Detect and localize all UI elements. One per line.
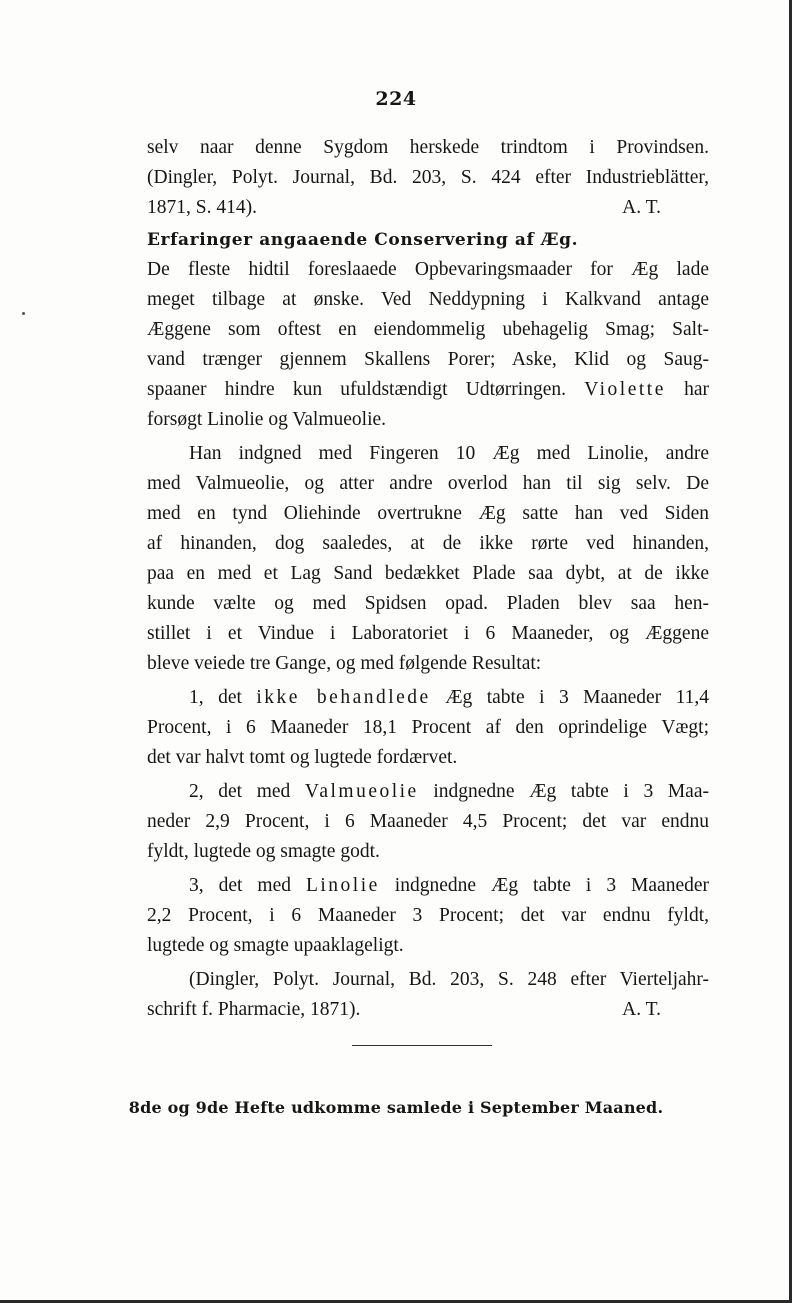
emphasis: Valmueolie [304,781,419,802]
text-line: meget tilbage at ønske. Ved Neddypning i Kalkvand antage [147,289,709,310]
paragraph-2-cont [147,469,709,679]
article-heading: Erfaringer angaaende Conservering af Æg. [147,230,579,250]
emphasis: ikke behandlede [256,687,431,708]
text-line: af hinanden, dog saaledes, at de ikke rørte ved hinanden, [147,533,709,554]
text-line: fyldt, lugtede og smagte godt. [147,841,380,862]
text-line: Procent, i 6 Maaneder 18,1 Procent af den oprindelige Vægt; [147,717,709,738]
text-line: lugtede og smagte upaaklageligt. [147,935,404,956]
paper-speck [22,312,25,315]
text-line [147,995,709,1025]
text-line: De fleste hidtil foreslaaede Opbevaringsmaader for Æg lade [147,259,709,280]
text-line [147,871,709,901]
text-line: 2,2 Procent, i 6 Maaneder 3 Procent; det var endnu fyldt, [147,905,709,926]
text-line: neder 2,9 Procent, i 6 Maaneder 4,5 Procent; det var endnu [147,811,709,832]
result-3 [147,871,709,961]
text-fragment: indgnedne Æg tabte i 3 Maa- [433,781,709,802]
intro-paragraph [147,133,709,223]
text-fragment: spaaner hindre kun ufuldstændigt Udtørringen. [147,379,566,400]
footer-note: 8de og 9de Hefte udkomme samlede i September Maaned. [128,1098,664,1117]
text-fragment: 2, det med [189,781,291,802]
text-line: stillet i et Vindue i Laboratoriet i 6 Maaneder, og Æggene [147,623,709,644]
text-line [147,683,709,713]
text-line: paa en med et Lag Sand bedækket Plade saa dybt, at de ikke [147,563,709,584]
separator-rule [352,1045,492,1046]
text-fragment: har [684,379,710,400]
text-line: (Dingler, Polyt. Journal, Bd. 203, S. 424 efter Industrieblätter, [147,167,709,188]
text-line: vand trænger gjennem Skallens Porer; Aske, Klid og Saug- [147,349,709,370]
text-line: forsøgt Linolie og Valmueolie. [147,409,387,430]
text-fragment: 3, det med [189,875,291,896]
text-fragment: Æg tabte i 3 Maaneder 11,4 [445,687,710,708]
body-text [147,133,709,1025]
result-1 [147,683,709,773]
reference-text: schrift f. Pharmacie, 1871). [147,999,361,1020]
text-line: Æggene som oftest en eiendommelig ubehagelig Smag; Salt- [147,319,709,340]
text-line: med Valmueolie, og atter andre overlod han til sig selv. De [147,473,709,494]
text-fragment: 1, det [189,687,242,708]
result-2 [147,777,709,867]
text-line: Han indgned med Fingeren 10 Æg med Linolie, andre [189,443,709,464]
signature: A. T. [622,999,661,1020]
paragraph-2 [147,439,709,469]
text-line [147,193,709,223]
signature: A. T. [622,197,661,218]
reference-2 [147,965,709,1025]
text-line: bleve veiede tre Gange, og med følgende Resultat: [147,653,542,674]
text-fragment: indgnedne Æg tabte i 3 Maaneder [394,875,710,896]
page-number: 224 [375,88,417,110]
text-line [147,375,709,405]
author-name: Violette [584,379,666,400]
text-line: selv naar denne Sygdom herskede trindtom i Provindsen. [147,137,709,158]
emphasis: Linolie [305,875,380,896]
paragraph-1 [147,255,709,435]
reference-text: 1871, S. 414). [147,197,257,218]
text-line: det var halvt tomt og lugtede fordærvet. [147,747,458,768]
text-line: kunde vælte og med Spidsen opad. Pladen blev saa hen- [147,593,709,614]
text-line: med en tynd Oliehinde overtrukne Æg satte han ved Siden [147,503,709,524]
text-line [147,777,709,807]
text-line: (Dingler, Polyt. Journal, Bd. 203, S. 248 efter Vierteljahr- [189,969,709,990]
